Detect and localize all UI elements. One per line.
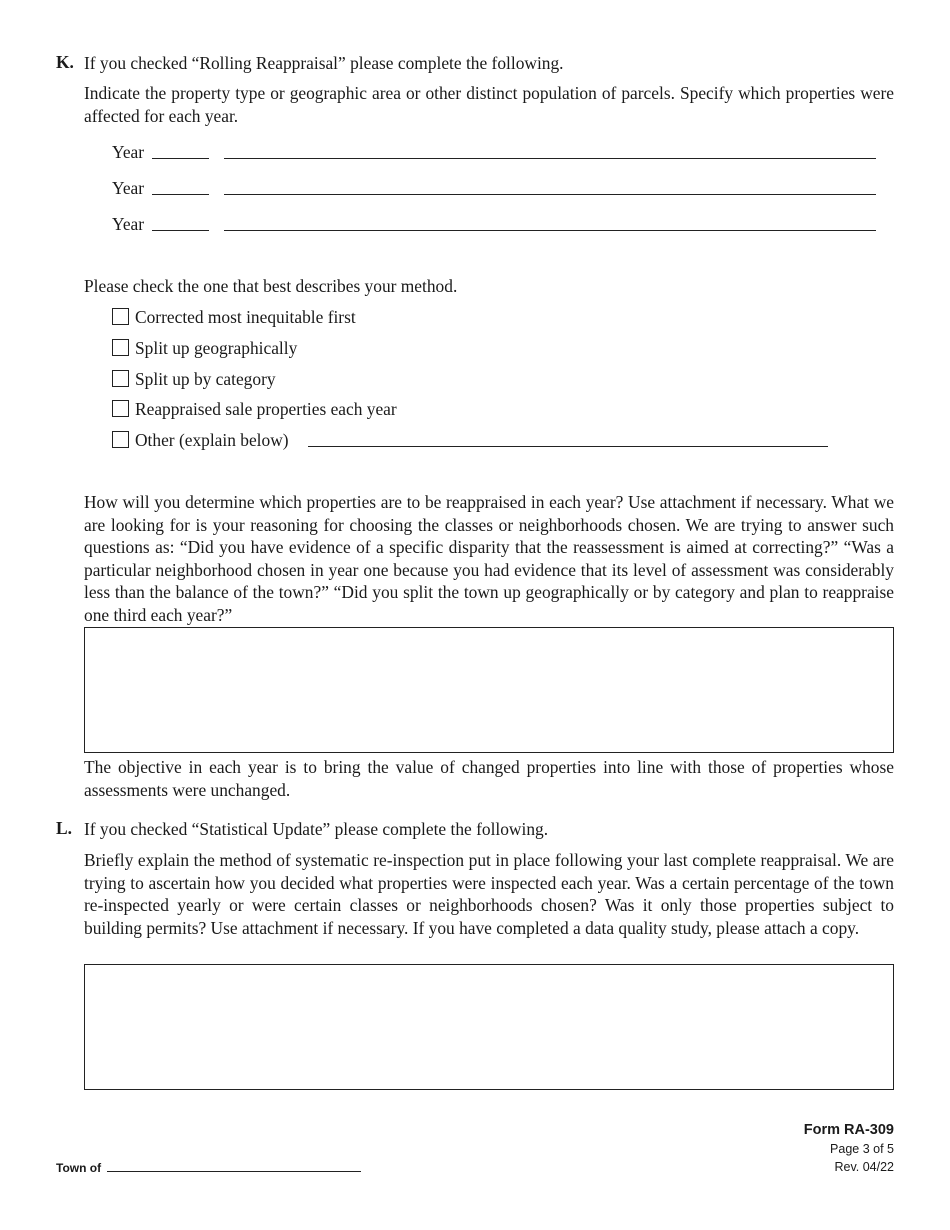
section-k-heading: If you checked “Rolling Reappraisal” please complete the following. bbox=[84, 53, 564, 73]
form-number: Form RA-309 bbox=[803, 1122, 894, 1138]
year-row-2 bbox=[112, 177, 882, 201]
page-number: Page 3 of 5 bbox=[830, 1142, 894, 1156]
option-label: Corrected most inequitable first bbox=[135, 307, 356, 327]
town-label: Town of bbox=[56, 1161, 102, 1175]
year-label: Year bbox=[112, 178, 145, 198]
year-description-input-2[interactable] bbox=[224, 178, 876, 195]
objective-text: The objective in each year is to bring the value of changed properties into line with those of properties whose assessments were unchanged. bbox=[84, 757, 894, 800]
town-input[interactable] bbox=[107, 1160, 361, 1172]
form-info bbox=[804, 1121, 894, 1176]
year-label: Year bbox=[112, 142, 145, 162]
other-explain-input[interactable] bbox=[308, 430, 828, 447]
checkbox[interactable] bbox=[112, 400, 129, 417]
section-l-instructions: Briefly explain the method of systematic re-inspection put in place following your last complete reappraisal. We are trying to ascertain how you decided what properties were inspected each year. Was a certain percentage of the town re-inspected yearly or were certain classes or neighborhoods chosen? Was it only those properties subject to building permits? Use attachment if necessary. If you have completed a data quality study, please attach a copy. bbox=[84, 850, 894, 938]
reappraisal-answer-box[interactable] bbox=[84, 627, 894, 753]
section-k-letter: K. bbox=[56, 52, 74, 72]
section-k-instructions: Indicate the property type or geographic area or other distinct population of parcels. Specify which properties were affected for each year. bbox=[84, 83, 894, 126]
year-input-2[interactable] bbox=[152, 178, 209, 195]
section-l-heading: If you checked “Statistical Update” please complete the following. bbox=[84, 819, 549, 839]
reappraisal-question: How will you determine which properties are to be reappraised in each year? Use attachment if necessary. What we are looking for is your reasoning for choosing the classes or neighborhoods chosen. We are trying to answer such questions as: “Did you have evidence of a specific disparity that the reassessment is aimed at correcting?” “Was a particular neighborhood chosen in year one because you had evidence that its level of assessment was considerably less than the balance of the town?” “Did you split the town up geographically or by category and plan to reappraise one third each year?” bbox=[84, 492, 894, 625]
town-field bbox=[56, 1160, 361, 1176]
option-label: Reappraised sale properties each year bbox=[135, 399, 397, 419]
year-label: Year bbox=[112, 214, 145, 234]
method-prompt: Please check the one that best describes your method. bbox=[84, 276, 458, 296]
year-input-3[interactable] bbox=[152, 214, 209, 231]
option-label: Split up by category bbox=[135, 369, 276, 389]
year-input-1[interactable] bbox=[152, 142, 209, 159]
checkbox[interactable] bbox=[112, 339, 129, 356]
option-label: Other (explain below) bbox=[135, 430, 289, 450]
option-other[interactable] bbox=[112, 429, 832, 451]
checkbox[interactable] bbox=[112, 431, 129, 448]
year-description-input-3[interactable] bbox=[224, 214, 876, 231]
year-row-1 bbox=[112, 141, 882, 165]
year-row-3 bbox=[112, 213, 882, 237]
reinspection-answer-box[interactable] bbox=[84, 964, 894, 1090]
checkbox[interactable] bbox=[112, 308, 129, 325]
year-description-input-1[interactable] bbox=[224, 142, 876, 159]
revision-date: Rev. 04/22 bbox=[834, 1160, 894, 1174]
option-label: Split up geographically bbox=[135, 338, 298, 358]
checkbox[interactable] bbox=[112, 370, 129, 387]
section-l-letter: L. bbox=[56, 818, 72, 838]
